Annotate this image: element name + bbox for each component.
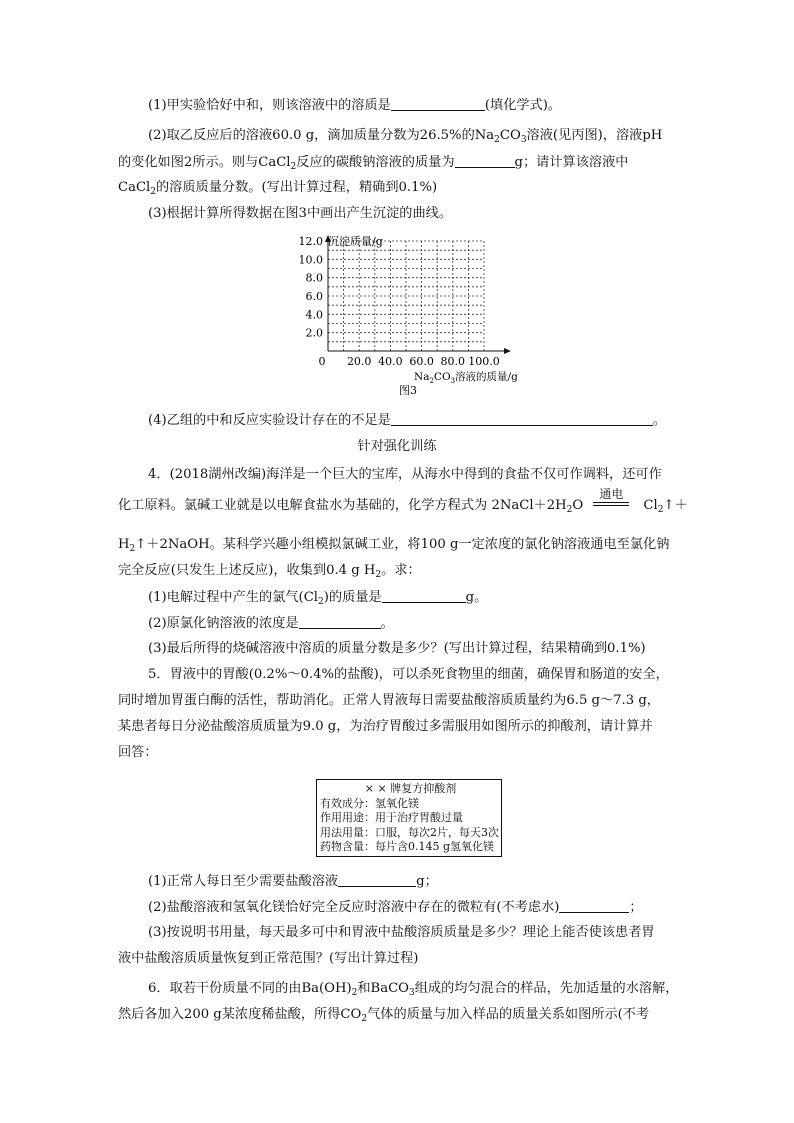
- x-label-part: CO: [433, 371, 451, 383]
- question-text: 6．取若干份质量不同的由Ba(OH): [148, 981, 352, 996]
- y-tick-label: 4.0: [305, 308, 323, 322]
- section-title: 针对强化训练: [357, 439, 437, 454]
- x-tick-label: 100.0: [468, 355, 500, 368]
- question-text: (3)根据计算所得数据在图3中画出产生沉淀的曲线。: [148, 206, 453, 221]
- x-tick-label: 0: [318, 355, 326, 368]
- question-text: 。: [380, 616, 394, 631]
- x-label-subscript: 3: [450, 377, 456, 385]
- q5-line-2: [118, 692, 660, 710]
- q5-line-3: [118, 718, 653, 736]
- q5-line-4: [118, 744, 158, 762]
- q4-line-2: 化工原料。氯碱工业就是以电解食盐水为基础的，化学方程式为 $2NaCl+2H_2O$ 通电 $Cl_2↑+$: [118, 487, 688, 515]
- question-text: 然后各加入200 g某浓度稀盐酸，所得CO: [118, 1007, 362, 1022]
- q5-sub-1: [148, 872, 438, 891]
- question-text: 液中盐酸溶质质量恢复到正常范围？(写出计算过程): [118, 951, 419, 966]
- question-text: 某患者每日分泌盐酸溶质质量为9.0 g，为治疗胃酸过多需服用如图所示的抑酸剂，请计算并: [118, 719, 653, 734]
- q4-line-3: $H_2↑+2NaOH$。某科学兴趣小组模拟氯碱工业，将100 g一定浓度的氯化钠溶液通电至氯化钠: [118, 537, 670, 554]
- question-text: (填化学式)。: [484, 98, 562, 113]
- question-text: 同时增加胃蛋白酶的活性，帮助消化。正常人胃液每日需要盐酸溶质质量约为6.5 g～7.3 g，: [118, 693, 660, 708]
- question-text: 化工原料。氯碱工业就是以电解食盐水为基础的，化学方程式为 2NaCl＋2H: [118, 498, 567, 513]
- q4-sub-1: (1)电解过程中产生的氯气$(Cl_2)$的质量是 g。: [148, 590, 488, 607]
- q5-sub-2: [148, 898, 643, 917]
- x-tick-label: 60.0: [409, 355, 434, 368]
- question-text: g；请计算该溶液中: [514, 155, 629, 170]
- question-text: 的溶质质量分数。(写出计算过程，精确到0.1%): [156, 180, 438, 195]
- question-text: (2)取乙反应后的溶液60.0 g，滴加质量分数为26.5%的Na: [148, 128, 495, 143]
- question-text: 和BaCO: [357, 981, 409, 996]
- answer-blank[interactable]: [391, 96, 485, 111]
- question-text: 组成的均匀混合的样品，先加适量的水溶解，: [414, 981, 679, 996]
- question-text: g。: [465, 590, 488, 605]
- question-part-4: [148, 411, 666, 430]
- question-text: CaCl: [118, 180, 151, 195]
- x-label-part: 溶液的质量/g: [455, 371, 518, 383]
- chart-svg: [292, 230, 522, 398]
- y-tick-label: 8.0: [305, 271, 323, 285]
- y-tick-label: 6.0: [305, 290, 323, 303]
- question-text: Cl: [643, 498, 658, 513]
- question-text: )的质量是: [323, 590, 382, 605]
- q5-line-1: [148, 666, 669, 684]
- medicine-label-row: 作用用途：用于治疗胃酸过量: [320, 811, 463, 824]
- question-text: CO: [499, 128, 521, 143]
- question-text: (3)按说明书用量，每天最多可中和胃液中盐酸溶质质量是多少？理论上能否使该患者胃: [148, 925, 655, 940]
- q4-sub-2: [148, 614, 394, 633]
- answer-blank[interactable]: [455, 153, 515, 168]
- question-part-3: [148, 205, 452, 223]
- q5-sub-3-line-1: [148, 924, 655, 942]
- question-text: 回答：: [118, 745, 158, 760]
- y-tick-label: 12.0: [298, 235, 323, 248]
- question-text: 完全反应(只发生上述反应)，收集到0.4 g H: [118, 563, 376, 578]
- question-text: 4．(2018湖州改编)海洋是一个巨大的宝库，从海水中得到的食盐不仅可作调料，还可作: [148, 467, 662, 482]
- y-axis-label: 沉淀质量/g: [328, 235, 383, 248]
- chart-title: 图3: [399, 384, 417, 397]
- answer-blank[interactable]: [338, 872, 416, 887]
- answer-blank[interactable]: [382, 588, 466, 603]
- x-axis-arrow: [504, 348, 511, 354]
- reaction-condition: [593, 487, 629, 515]
- question-part-2-line-3: CaCl$_2$的溶质质量分数。(写出计算过程，精确到0.1%): [118, 180, 438, 197]
- question-text: 。: [652, 413, 667, 428]
- question-text: (3)最后所得的烧碱溶液中溶质的质量分数是多少？(写出计算过程，结果精确到0.1%): [148, 641, 646, 656]
- x-label-subscript: 2: [429, 377, 434, 385]
- question-text: (1)正常人每日至少需要盐酸溶液: [148, 874, 339, 889]
- answer-blank[interactable]: [299, 614, 381, 629]
- x-axis-label: [414, 370, 518, 385]
- answer-blank[interactable]: [559, 898, 629, 913]
- question-text: ；: [629, 900, 643, 915]
- question-text: g；: [416, 874, 438, 889]
- question-text: (2)原氯化钠溶液的浓度是: [148, 616, 299, 631]
- question-text: H: [118, 537, 130, 552]
- q4-sub-3: [148, 640, 646, 658]
- question-text: 5．胃液中的胃酸(0.2%～0.4%的盐酸)，可以杀死食物里的细菌，确保胃和肠道的安全，: [148, 667, 669, 682]
- q4-line-1: [148, 466, 662, 484]
- q4-line-4: 完全反应(只发生上述反应)，收集到0.4 g $H_2$。求：: [118, 563, 421, 580]
- question-text: ↑＋2NaOH。某科学兴趣小组模拟氯碱工业，将100 g一定浓度的氯化钠溶液通电至氯化钠: [135, 537, 670, 552]
- question-text: 溶液(见丙图)，溶液pH: [526, 128, 663, 143]
- question-text: (2)盐酸溶液和氢氧化镁恰好完全反应时溶液中存在的微粒有(不考虑水): [148, 900, 560, 915]
- question-part-2-line-1: (2)取乙反应后的溶液60.0 g，滴加质量分数为26.5%的$Na_2CO_3$溶液(见丙图)，溶液pH: [148, 128, 663, 145]
- medicine-label-row: 药物含量：每片含0.145 g氢氧化镁: [320, 840, 495, 853]
- medicine-label-title: × × 牌复方抑酸剂: [364, 782, 457, 795]
- question-text: 的变化如图2所示。则与CaCl: [118, 155, 291, 170]
- x-tick-label: 40.0: [378, 355, 403, 368]
- q6-line-1: 6．取若干份质量不同的由$Ba(OH)_2$和BaCO$_3$组成的均匀混合的样品，先加适量的水溶解，: [148, 981, 679, 998]
- x-label-part: Na: [414, 371, 430, 383]
- question-text: 气体的质量与加入样品的质量关系如图所示(不考: [367, 1007, 650, 1022]
- medicine-label-box: [316, 779, 502, 857]
- question-text: O: [572, 498, 584, 513]
- medicine-label-row: 用法用量：口服，每次2片，每天3次: [320, 825, 499, 839]
- question-text: 。求：: [381, 563, 421, 578]
- question-part-2-line-2: 的变化如图2所示。则与CaCl$_2$反应的碳酸钠溶液的质量为 g；请计算该溶液中: [118, 155, 629, 172]
- condition-label: 通电: [599, 487, 624, 501]
- x-tick-label: 20.0: [346, 355, 372, 368]
- question-text: (1)甲实验恰好中和，则该溶液中的溶质是: [148, 98, 391, 113]
- question-text: (4)乙组的中和反应实验设计存在的不足是: [148, 413, 391, 428]
- q5-sub-3-line-2: [118, 950, 418, 968]
- question-text: (1)电解过程中产生的氯气(Cl: [148, 590, 319, 605]
- answer-blank[interactable]: [391, 411, 653, 426]
- q6-line-2: 然后各加入200 g某浓度稀盐酸，所得$CO_2$气体的质量与加入样品的质量关系如图所示(不考: [118, 1007, 650, 1024]
- figure-3-chart: [292, 230, 522, 402]
- medicine-label-row: 有效成分：氢氧化镁: [320, 796, 419, 810]
- y-tick-label: 2.0: [305, 326, 323, 340]
- question-text: ↑＋: [663, 498, 688, 513]
- y-tick-label: 10.0: [298, 253, 323, 267]
- x-tick-label: 80.0: [440, 355, 466, 368]
- question-text: 反应的碳酸钠溶液的质量为: [296, 155, 455, 170]
- question-part-1: [148, 96, 561, 115]
